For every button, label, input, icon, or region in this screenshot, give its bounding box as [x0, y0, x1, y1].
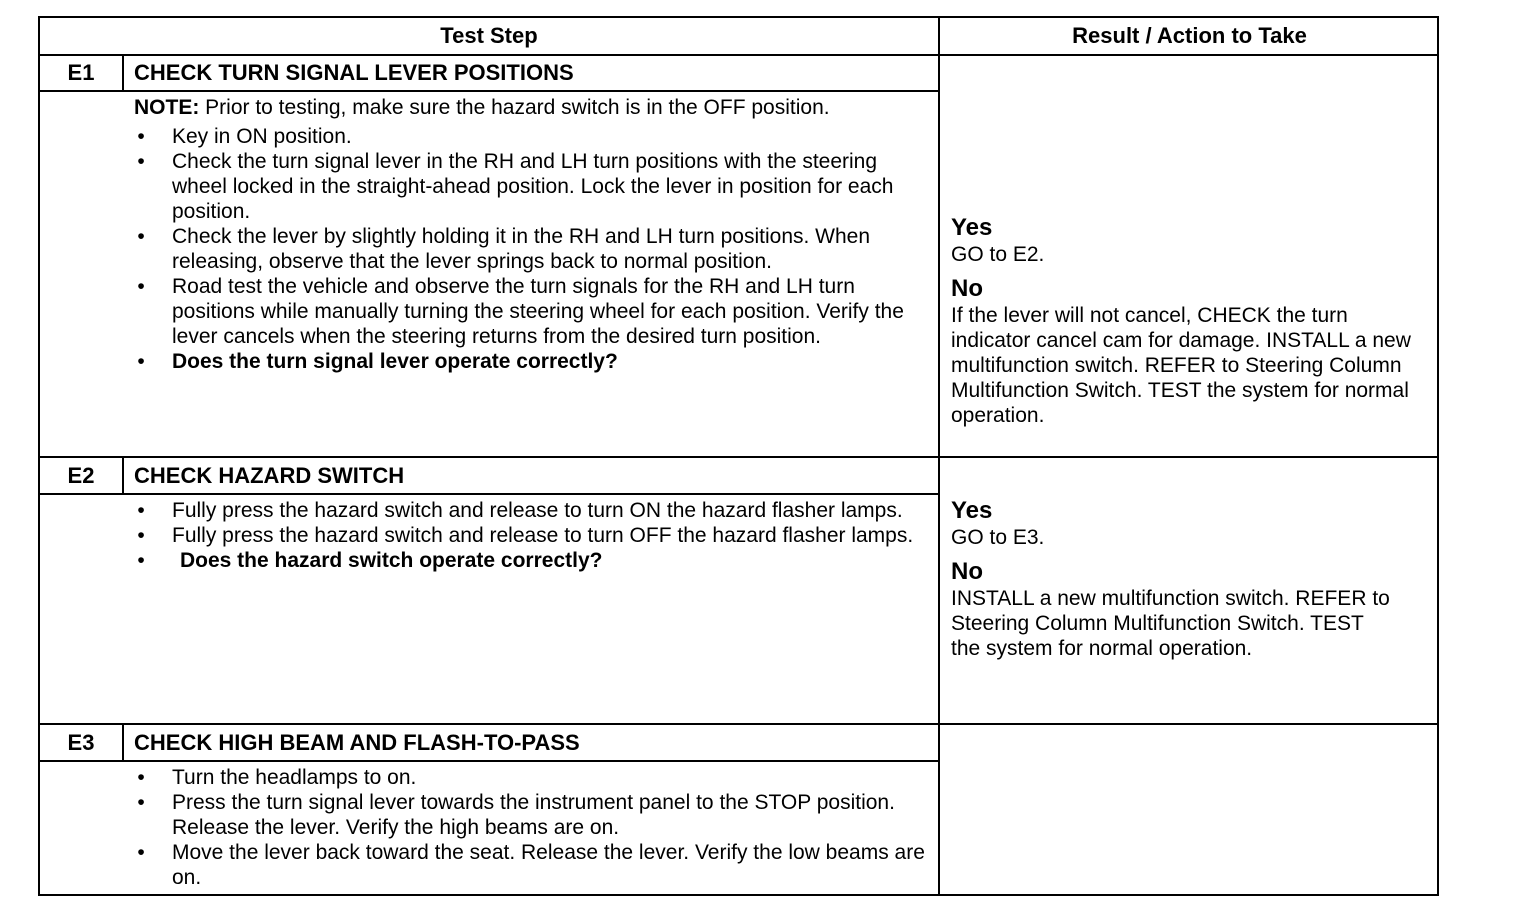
note-paragraph: [134, 95, 934, 120]
diagnostic-table: [38, 16, 1439, 896]
bullet-icon: •: [137, 791, 145, 814]
yes-label-e1: Yes: [951, 214, 993, 241]
list-item-text: Fully press the hazard switch and release to turn ON the hazard flasher lamps.: [172, 499, 903, 522]
list-item: [134, 498, 934, 523]
bullet-icon: •: [137, 150, 145, 173]
no-label-e2: No: [951, 558, 983, 585]
bullet-icon: •: [137, 350, 145, 373]
step-id-divider-e2: [122, 458, 124, 494]
step-title-e2: CHECK HAZARD SWITCH: [134, 463, 405, 488]
list-item: [134, 274, 934, 349]
list-item-text: Turn the headlamps to on.: [172, 766, 417, 789]
header-result-action: Result / Action to Take: [1072, 23, 1307, 48]
list-item-text: Check the lever by slightly holding it in the RH and LH turn positions. When releasing, observe that the lever springs back to normal position.: [172, 225, 871, 273]
step-title-divider-e1: [40, 90, 938, 92]
list-item-text: Key in ON position.: [172, 125, 352, 148]
step-id-e2: E2: [67, 463, 95, 488]
list-item: [134, 523, 934, 548]
step-body-e3: [134, 765, 934, 890]
note-label: NOTE:: [134, 96, 200, 119]
bullet-icon: •: [137, 225, 145, 248]
step-question-e2: Does the hazard switch operate correctly?: [180, 549, 603, 572]
step-title-e1: CHECK TURN SIGNAL LEVER POSITIONS: [134, 60, 574, 85]
step-title-e3: CHECK HIGH BEAM AND FLASH-TO-PASS: [134, 730, 580, 755]
list-item-text: Move the lever back toward the seat. Release the lever. Verify the low beams are on.: [172, 841, 925, 889]
yes-label-e2: Yes: [951, 497, 993, 524]
step-id-e1: E1: [67, 60, 95, 85]
step-id-divider-e3: [122, 725, 124, 761]
list-item: [134, 224, 934, 274]
step-question-e1: Does the turn signal lever operate correctly?: [172, 350, 618, 373]
step-body-e1: [134, 95, 934, 374]
list-item-question: [134, 548, 934, 573]
bullet-icon: •: [137, 499, 145, 522]
list-item-text: Press the turn signal lever towards the instrument panel to the STOP position. Release the lever. Verify the high beams are on.: [172, 791, 895, 839]
list-item-text: Check the turn signal lever in the RH and LH turn positions with the steering wheel locked in the straight-ahead position. Lock the lever in position for each position.: [172, 150, 894, 223]
list-item-text: Road test the vehicle and observe the turn signals for the RH and LH turn positions while manually turning the steering wheel for each position. Verify the lever cancels when the steering returns from the desired turn position.: [172, 275, 904, 348]
step-body-e2: [134, 498, 934, 573]
step-bullets-e3: [134, 765, 934, 890]
list-item: [134, 124, 934, 149]
no-action-e2: INSTALL a new multifunction switch. REFER to Steering Column Multifunction Switch. TEST the system for normal operation.: [951, 587, 1390, 660]
bullet-icon: •: [137, 524, 145, 547]
list-item-text: Fully press the hazard switch and release to turn OFF the hazard flasher lamps.: [172, 524, 914, 547]
list-item: [134, 840, 934, 890]
no-action-e1: If the lever will not cancel, CHECK the turn indicator cancel cam for damage. INSTALL a new multifunction switch. REFER to Steering Column Multifunction Switch. TEST the system for normal operation.: [951, 304, 1411, 427]
yes-action-e2: GO to E3.: [951, 526, 1045, 549]
note-text: Prior to testing, make sure the hazard switch is in the OFF position.: [199, 96, 830, 119]
bullet-icon: •: [137, 275, 145, 298]
step-title-divider-e2: [40, 493, 938, 495]
bullet-icon: •: [137, 841, 145, 864]
list-item-question: [134, 349, 934, 374]
result-e2: [951, 497, 1431, 661]
bullet-icon: •: [137, 125, 145, 148]
step-bullets-e2: [134, 498, 934, 573]
bullet-icon: •: [137, 766, 145, 789]
list-item: [134, 765, 934, 790]
step-title-divider-e3: [40, 760, 938, 762]
list-item: [134, 790, 934, 840]
yes-action-e1: GO to E2.: [951, 243, 1045, 266]
list-item: [134, 149, 934, 224]
step-id-e3: E3: [67, 730, 95, 755]
step-bullets-e1: [134, 124, 934, 374]
header-test-step: Test Step: [440, 23, 538, 48]
step-id-divider-e1: [122, 55, 124, 91]
result-e1: [951, 214, 1431, 428]
bullet-icon: •: [137, 549, 145, 572]
no-label-e1: No: [951, 275, 983, 302]
